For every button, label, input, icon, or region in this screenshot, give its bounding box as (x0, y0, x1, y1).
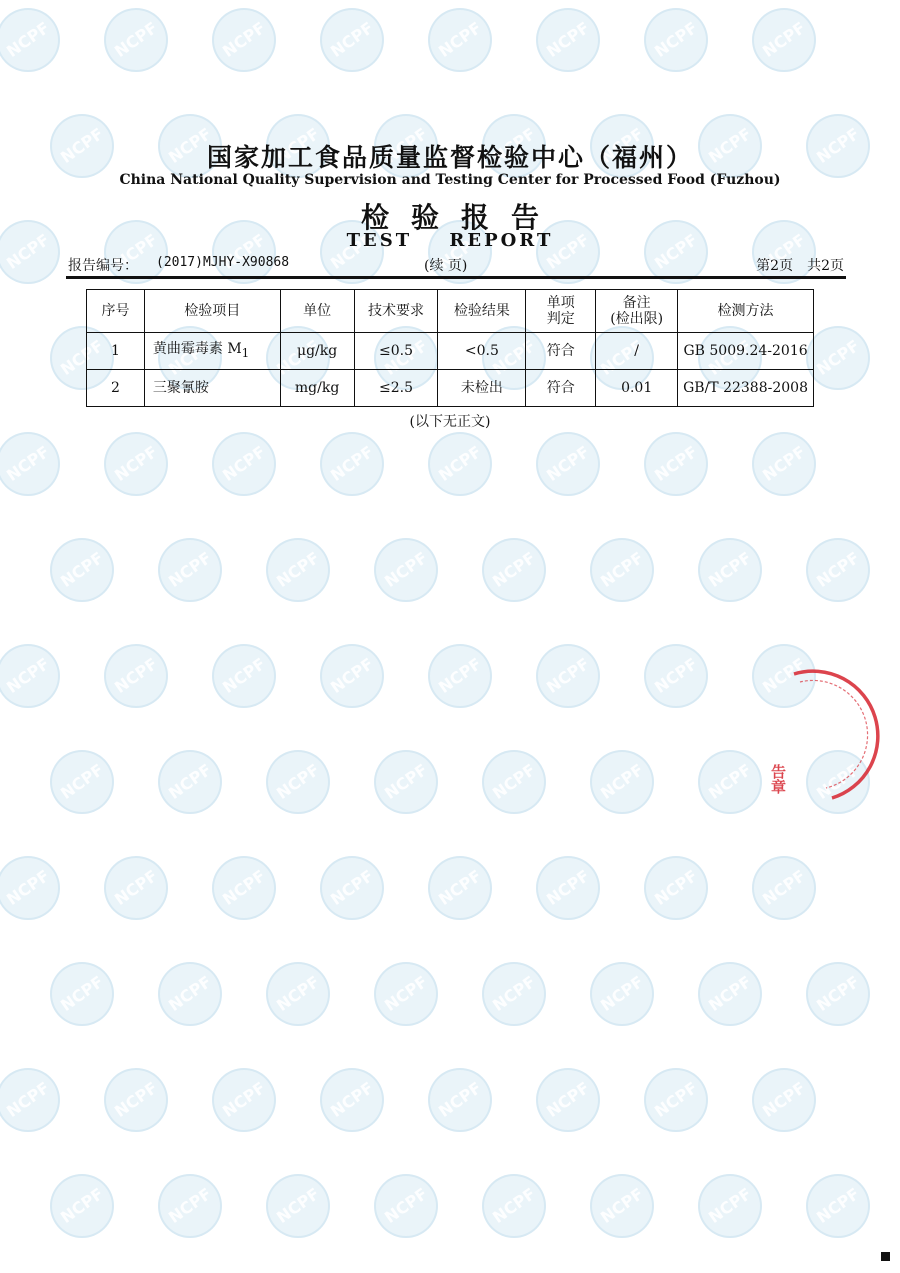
ncpf-watermark-badge (536, 1068, 600, 1132)
ncpf-watermark-badge (536, 856, 600, 920)
ncpf-watermark-badge (644, 1068, 708, 1132)
seal-text: 告章 (769, 764, 787, 794)
ncpf-watermark-badge (266, 962, 330, 1026)
page-info: 第2页 共2页 (756, 258, 844, 274)
ncpf-watermark-badge (104, 1068, 168, 1132)
ncpf-watermark-badge (536, 432, 600, 496)
continued-page-label: (续 页) (424, 258, 468, 274)
ncpf-watermark-badge (212, 432, 276, 496)
row-item-name: 黄曲霉毒素 M (152, 341, 242, 358)
ncpf-watermark-badge (482, 962, 546, 1026)
row-requirement: ≤2.5 (354, 370, 438, 407)
ncpf-watermark-badge (590, 1174, 654, 1238)
ncpf-watermark-badge (482, 1174, 546, 1238)
ncpf-watermark-badge (428, 1068, 492, 1132)
ncpf-watermark-badge (0, 644, 60, 708)
row-unit: mg/kg (280, 370, 354, 407)
header-unit: 单位 (280, 290, 354, 333)
report-number-label: 报告编号： (68, 258, 138, 274)
institution-title-cn: 国家加工食品质量监督检验中心（福州） (206, 143, 693, 172)
ncpf-watermark-badge (428, 432, 492, 496)
row-item: 三聚氰胺 (144, 370, 280, 407)
report-title-cn: 检验报告 (360, 201, 561, 234)
ncpf-watermark-badge (698, 1174, 762, 1238)
ncpf-watermark-badge (0, 1068, 60, 1132)
ncpf-watermark-badge (374, 750, 438, 814)
ncpf-watermark-badge (0, 856, 60, 920)
row-item-subscript: 1 (241, 345, 250, 360)
ncpf-watermark-badge (320, 432, 384, 496)
row-remark: / (596, 333, 678, 370)
ncpf-watermark-badge (590, 962, 654, 1026)
ncpf-watermark-badge (590, 750, 654, 814)
ncpf-watermark-badge (806, 1174, 870, 1238)
red-seal-stamp (742, 660, 892, 810)
header-method: 检测方法 (678, 290, 814, 333)
row-no: 1 (87, 333, 145, 370)
ncpf-watermark-badge (428, 856, 492, 920)
ncpf-watermark-badge (752, 432, 816, 496)
ncpf-watermark-badge (752, 1068, 816, 1132)
header-remark (596, 290, 678, 333)
ncpf-watermark-badge (50, 750, 114, 814)
ncpf-watermark-badge (536, 8, 600, 72)
ncpf-watermark-badge (536, 644, 600, 708)
ncpf-watermark-badge (644, 856, 708, 920)
ncpf-watermark-badge (158, 1174, 222, 1238)
report-title-en: TEST REPORT (346, 230, 554, 251)
ncpf-watermark-badge (212, 1068, 276, 1132)
header-item: 检验项目 (144, 290, 280, 333)
ncpf-watermark-badge (644, 644, 708, 708)
ncpf-watermark-badge (266, 1174, 330, 1238)
ncpf-watermark-badge (158, 750, 222, 814)
header-divider (66, 276, 846, 279)
header-judgement (526, 290, 596, 333)
ncpf-watermark-badge (104, 8, 168, 72)
row-method: GB 5009.24-2016 (678, 333, 814, 370)
ncpf-watermark-badge (806, 962, 870, 1026)
ncpf-watermark-badge (266, 538, 330, 602)
ncpf-watermark-badge (320, 1068, 384, 1132)
ncpf-watermark-badge (590, 538, 654, 602)
institution-title-en: China National Quality Supervision and Testing Center for Processed Food (Fuzhou) (119, 172, 781, 188)
row-judgement: 符合 (526, 333, 596, 370)
ncpf-watermark-badge (320, 644, 384, 708)
ncpf-watermark-badge (374, 538, 438, 602)
end-of-text-note: (以下无正文) (409, 414, 491, 430)
ncpf-watermark-badge (212, 8, 276, 72)
row-requirement: ≤0.5 (354, 333, 438, 370)
header-requirement: 技术要求 (354, 290, 438, 333)
table-row (87, 333, 814, 370)
ncpf-watermark-badge (104, 432, 168, 496)
header-remark-line1: 备注 (622, 295, 651, 311)
report-number: (2017)MJHY-X90868 (156, 255, 290, 270)
header-result: 检验结果 (438, 290, 526, 333)
ncpf-watermark-badge (320, 8, 384, 72)
ncpf-watermark-badge (428, 644, 492, 708)
ncpf-watermark-badge (644, 432, 708, 496)
ncpf-watermark-badge (104, 856, 168, 920)
ncpf-watermark-badge (752, 8, 816, 72)
ncpf-watermark-badge (158, 962, 222, 1026)
ncpf-watermark-badge (0, 432, 60, 496)
ncpf-watermark-badge (0, 8, 60, 72)
ncpf-watermark-badge (806, 326, 870, 390)
header-judgement-line1: 单项 (546, 295, 575, 311)
row-result: <0.5 (438, 333, 526, 370)
ncpf-watermark-badge (158, 538, 222, 602)
row-no: 2 (87, 370, 145, 407)
table-header-row (87, 290, 814, 333)
ncpf-watermark-badge (374, 962, 438, 1026)
report-meta-row (68, 255, 844, 275)
header-remark-line2: (检出限) (610, 311, 664, 327)
table-row (87, 370, 814, 407)
ncpf-watermark-badge (50, 1174, 114, 1238)
row-method: GB/T 22388-2008 (678, 370, 814, 407)
ncpf-watermark-badge (212, 644, 276, 708)
ncpf-watermark-badge (644, 8, 708, 72)
ncpf-watermark-badge (806, 538, 870, 602)
ncpf-watermark-badge (104, 644, 168, 708)
ncpf-watermark-badge (482, 538, 546, 602)
row-result: 未检出 (438, 370, 526, 407)
ncpf-watermark-badge (752, 856, 816, 920)
ncpf-watermark-badge (482, 750, 546, 814)
ncpf-watermark-badge (698, 962, 762, 1026)
ncpf-watermark-badge (266, 750, 330, 814)
header-judgement-line2: 判定 (546, 311, 575, 327)
row-judgement: 符合 (526, 370, 596, 407)
corner-mark (881, 1252, 890, 1261)
ncpf-watermark-badge (50, 538, 114, 602)
ncpf-watermark-badge (698, 538, 762, 602)
ncpf-watermark-badge (212, 856, 276, 920)
header-no: 序号 (87, 290, 145, 333)
row-remark: 0.01 (596, 370, 678, 407)
ncpf-watermark-badge (374, 1174, 438, 1238)
test-results-table (86, 289, 814, 407)
ncpf-watermark-badge (428, 8, 492, 72)
row-unit: μg/kg (280, 333, 354, 370)
ncpf-watermark-badge (320, 856, 384, 920)
ncpf-watermark-badge (50, 962, 114, 1026)
row-item (144, 333, 280, 370)
